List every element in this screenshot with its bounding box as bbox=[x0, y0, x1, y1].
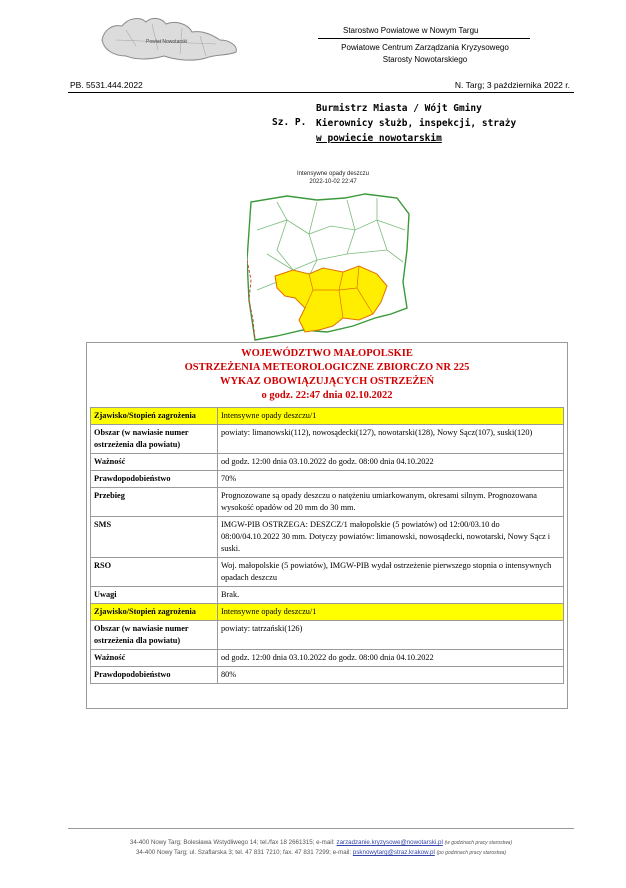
footer-line2 bbox=[68, 849, 574, 856]
warning-row bbox=[91, 517, 564, 558]
warning-row-value: Woj. małopolskie (5 powiatów), IMGW-PIB wydał ostrzeżenie pierwszego stopnia o intensywnych opadach deszczu bbox=[218, 558, 564, 587]
warning-row bbox=[91, 650, 564, 667]
footer-note2: (po godzinach pracy starostwa) bbox=[436, 850, 507, 856]
footer-divider bbox=[68, 828, 574, 829]
warning-row-value: od godz. 12:00 dnia 03.10.2022 do godz. 08:00 dnia 04.10.2022 bbox=[218, 650, 564, 667]
warning-row bbox=[91, 621, 564, 650]
footer-address2: 34-400 Nowy Targ; ul. Szaflarska 3; tel. 47 831 7210; fax. 47 831 7299; e-mail: bbox=[135, 849, 352, 856]
starostwo-name: Starostwo Powiatowe w Nowym Targu bbox=[343, 26, 479, 35]
warning-map bbox=[247, 190, 419, 342]
warning-row-value: IMGW-PIB OSTRZEGA: DESZCZ/1 małopolskie (5 powiatów) od 12:00/03.10 do 08:00/04.10.2022 30 mm. Dotyczy powiatów: limanowski, nowosądecki, nowotarski, Nowy Sącz i suski. bbox=[218, 517, 564, 558]
map-caption bbox=[248, 170, 418, 186]
warning-title-line3: WYKAZ OBOWIĄZUJĄCYCH OSTRZEŻEŃ bbox=[219, 376, 435, 387]
warning-row-value: Intensywne opady deszczu/1 bbox=[218, 408, 564, 425]
warning-row-label: Zjawisko/Stopień zagrożenia bbox=[91, 604, 218, 621]
warning-title-line2: OSTRZEŻENIA METEOROLOGICZNE ZBIORCZO NR 225 bbox=[184, 362, 470, 373]
warning-row-label: Obszar (w nawiasie numer ostrzeżenia dla powiatu) bbox=[91, 621, 218, 650]
addressee-line1: Burmistrz Miasta / Wójt Gminy bbox=[316, 103, 482, 114]
warning-row-label: Ważność bbox=[91, 650, 218, 667]
footer-note1: (w godzinach pracy starostwa) bbox=[444, 840, 513, 846]
warning-row-label: Zjawisko/Stopień zagrożenia bbox=[91, 408, 218, 425]
warning-row bbox=[91, 425, 564, 454]
addressee-line3: w powiecie nowotarskim bbox=[316, 133, 442, 144]
county-logo bbox=[96, 10, 244, 68]
addressee-block bbox=[316, 101, 516, 146]
warning-row bbox=[91, 471, 564, 488]
warning-row bbox=[91, 587, 564, 604]
salutation: Sz. P. bbox=[272, 117, 307, 128]
warning-row-label: Prawdopodobieństwo bbox=[91, 667, 218, 684]
map-timestamp: 2022-10-02 22:47 bbox=[309, 179, 357, 185]
warning-row-label: Ważność bbox=[91, 454, 218, 471]
warning-row bbox=[91, 558, 564, 587]
header-divider bbox=[318, 38, 530, 39]
warning-row-value: powiaty: tatrzański(126) bbox=[218, 621, 564, 650]
warning-panel bbox=[86, 342, 568, 709]
warning-row-value: Intensywne opady deszczu/1 bbox=[218, 604, 564, 621]
warning-row-label: SMS bbox=[91, 517, 218, 558]
warning-row bbox=[91, 454, 564, 471]
document-date: N. Targ; 3 października 2022 r. bbox=[454, 80, 570, 90]
warning-row bbox=[91, 488, 564, 517]
warning-row bbox=[91, 667, 564, 684]
warning-row-value: 70% bbox=[218, 471, 564, 488]
footer-address1: 34-400 Nowy Targ; Bolesława Wstydliwego 14; tel./fax 18 2661315; e-mail: bbox=[129, 839, 335, 846]
centrum-line2: Starosty Nowotarskiego bbox=[382, 55, 468, 64]
warning-title-line4: o godz. 22:47 dnia 02.10.2022 bbox=[261, 390, 393, 401]
centrum-line1: Powiatowe Centrum Zarządzania Kryzysowego bbox=[341, 43, 509, 52]
warning-row-label: Prawdopodobieństwo bbox=[91, 471, 218, 488]
warning-row-value: Prognozowane są opady deszczu o natężeniu umiarkowanym, okresami silnym. Prognozowana wysokość opadów od 20 mm do 30 mm. bbox=[218, 488, 564, 517]
centrum-name bbox=[300, 42, 550, 66]
warning-row bbox=[91, 604, 564, 621]
warning-row-label: Uwagi bbox=[91, 587, 218, 604]
footer-line1 bbox=[68, 839, 574, 846]
warning-table bbox=[90, 407, 564, 684]
addressee-line2: Kierownicy służb, inspekcji, straży bbox=[316, 118, 517, 129]
warning-row-value: powiaty: limanowski(112), nowosądecki(127), nowotarski(128), Nowy Sącz(107), suski(120) bbox=[218, 425, 564, 454]
header-separator bbox=[68, 92, 574, 93]
logo-label: Powiat Nowotarski bbox=[146, 39, 188, 45]
warning-row bbox=[91, 408, 564, 425]
warning-title-line1: WOJEWÓDZTWO MAŁOPOLSKIE bbox=[241, 348, 413, 359]
warning-title bbox=[87, 347, 567, 403]
warning-row-value: Brak. bbox=[218, 587, 564, 604]
warning-row-value: od godz. 12:00 dnia 03.10.2022 do godz. 08:00 dnia 04.10.2022 bbox=[218, 454, 564, 471]
footer-email-link2[interactable]: psknowytarg@straz.krakow.pl bbox=[352, 849, 435, 856]
warning-row-label: Obszar (w nawiasie numer ostrzeżenia dla powiatu) bbox=[91, 425, 218, 454]
map-title: Intensywne opady deszczu bbox=[296, 171, 370, 177]
footer-email-link1[interactable]: zarzadzanie.kryzysowe@nowotarski.pl bbox=[336, 839, 443, 846]
warning-row-label: RSO bbox=[91, 558, 218, 587]
warning-row-label: Przebieg bbox=[91, 488, 218, 517]
warning-row-value: 80% bbox=[218, 667, 564, 684]
reference-number: PB. 5531.444.2022 bbox=[70, 80, 143, 90]
